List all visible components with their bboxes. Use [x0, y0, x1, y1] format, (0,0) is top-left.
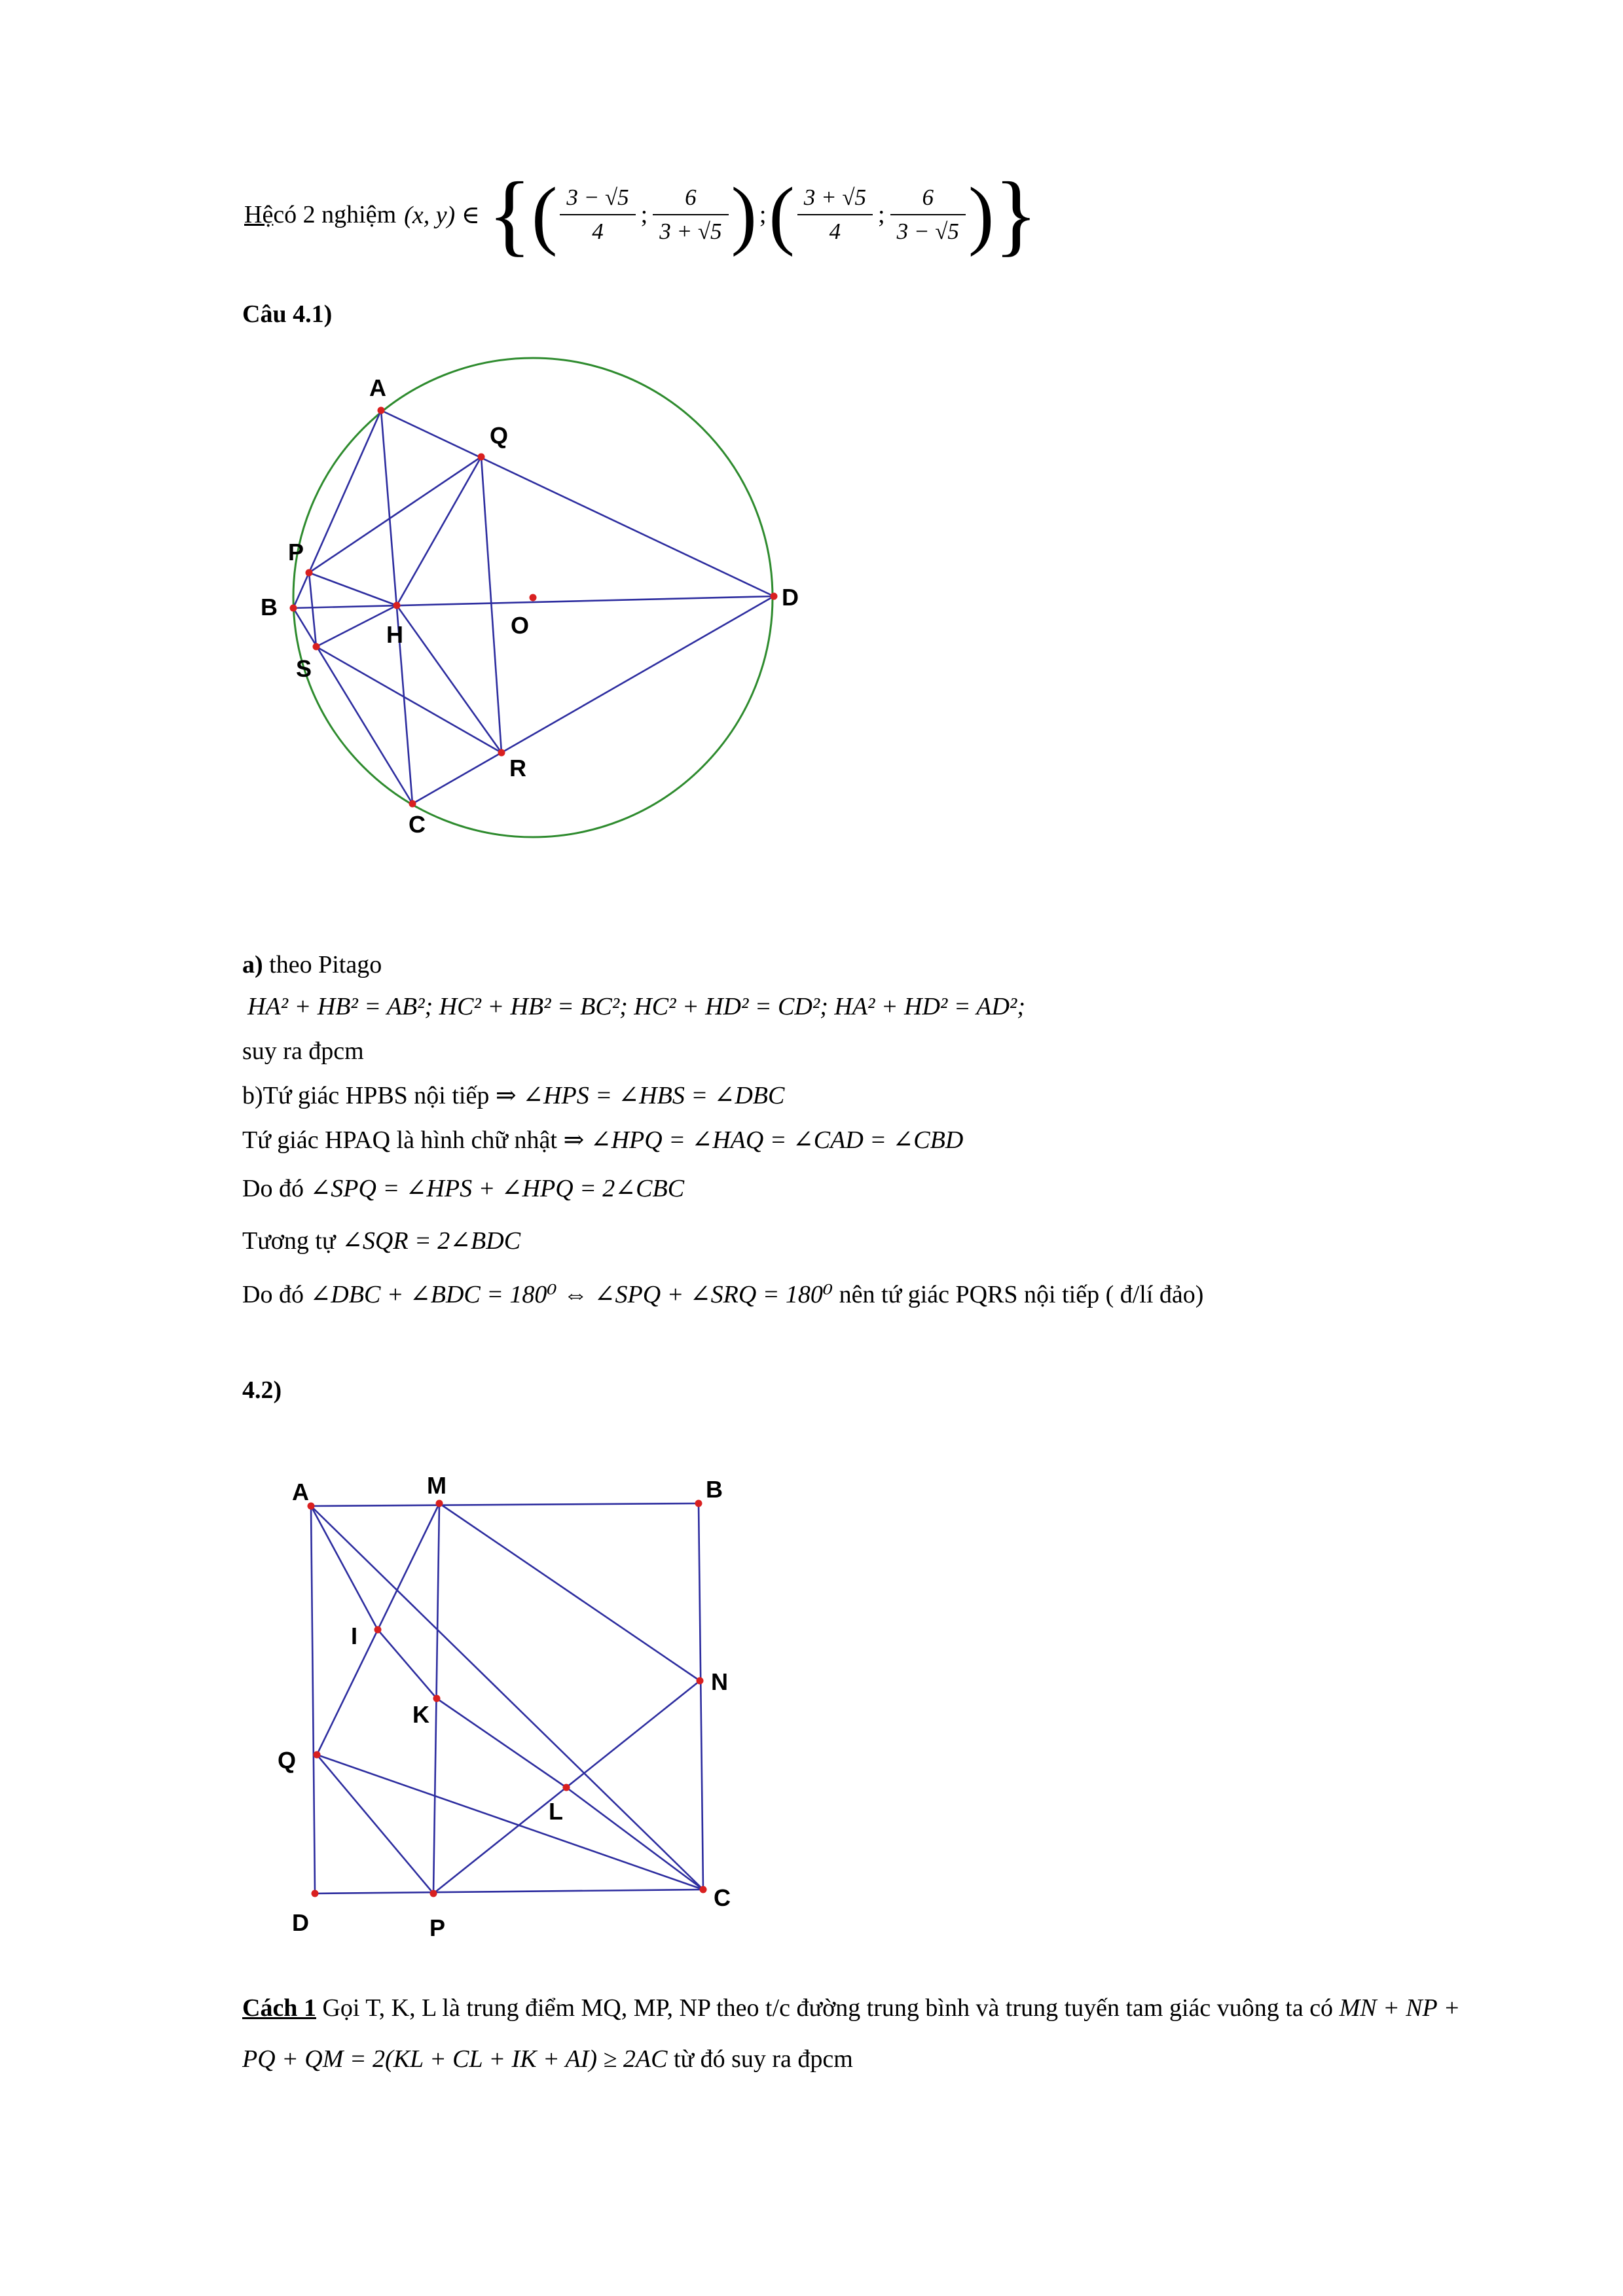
fraction-3: $\frac{3 + √5}{4}$ [797, 183, 873, 246]
diagram1-label-B: B [261, 594, 278, 620]
point-B-dot [290, 605, 297, 612]
diagram1-label-D: D [782, 584, 799, 611]
diagram1-label-S: S [296, 655, 312, 682]
diagram1-label-O: O [511, 612, 530, 639]
diagram2-label-I: I [351, 1623, 358, 1649]
diagram2-label-M: M [427, 1472, 447, 1499]
fraction-4: $\frac{6}{3 - √5}$ [890, 183, 966, 246]
point-O-dot [530, 594, 537, 601]
fraction-1: $\frac{3 - √5}{4}$ [560, 183, 635, 246]
point-K-dot [433, 1695, 441, 1702]
point-L-dot [563, 1784, 570, 1791]
header-coords: (x, y) ∈ [404, 201, 480, 229]
diagram1-lines [293, 410, 774, 804]
circle-diagram [249, 340, 825, 857]
diagram1-label-A: A [369, 374, 386, 401]
solution-line-f: Do đó ∠DBC + ∠BDC = 180⁰ ⇔ ∠SPQ + ∠SRQ = 180⁰ nên tứ giác PQRS nội tiếp ( đ/lí đảo) [242, 1281, 1204, 1308]
diagram1-label-R: R [509, 755, 526, 781]
diagram2-label-B: B [706, 1476, 723, 1503]
point-P-dot [306, 569, 313, 577]
point-Q-dot [478, 454, 485, 461]
point-N-dot [697, 1677, 704, 1685]
point-B2-dot [695, 1500, 702, 1507]
point-C-dot [409, 800, 416, 808]
diagram2-label-Q: Q [278, 1747, 297, 1774]
right-paren-2: ) [968, 171, 994, 257]
left-paren-2: ( [769, 171, 795, 257]
left-paren-1: ( [532, 171, 558, 257]
cach1-label: Cách 1 [242, 1994, 316, 2022]
diagram1-label-Q: Q [490, 422, 509, 449]
point-D2-dot [312, 1890, 319, 1897]
solution-line-suyra: suy ra đpcm [242, 1037, 364, 1065]
square-diagram [275, 1466, 786, 1970]
diagram2-label-P: P [429, 1914, 446, 1941]
diagram2-label-L: L [549, 1798, 563, 1825]
header-equation [244, 164, 1038, 265]
label-a: a) [242, 951, 263, 978]
fraction-2: $\frac{6}{3 + √5}$ [653, 183, 728, 246]
diagram2-label-K: K [412, 1701, 429, 1728]
diagram2-label-C: C [714, 1884, 731, 1911]
point-D-dot [771, 593, 778, 600]
header-text: có 2 nghiệm [273, 201, 397, 228]
point-I-dot [374, 1626, 382, 1634]
diagram2-lines [311, 1503, 703, 1893]
solution-line-a: a) theo Pitago [242, 951, 382, 978]
point-C2-dot [700, 1886, 707, 1893]
diagram2-label-D: D [292, 1909, 309, 1936]
right-brace: } [994, 164, 1038, 265]
section-title-4-1: Câu 4.1) [242, 300, 333, 328]
diagram2-label-N: N [711, 1668, 728, 1695]
right-paren-1: ) [731, 171, 757, 257]
point-A-dot [378, 407, 385, 414]
pythagoras-equation: HA² + HB² = AB²; HC² + HB² = BC²; HC² + HD² = CD²; HA² + HD² = AD²; [247, 993, 1025, 1020]
diagram2-labels [278, 1472, 731, 1941]
footer-paragraph: Cách 1 Gọi T, K, L là trung điểm MQ, MP, NP theo t/c đường trung bình và trung tuyến tam giác vuông ta có MN + NP + PQ + QM = 2(KL + CL + IK + AI) ≥ 2AC từ đó suy ra đpcm [242, 1994, 1461, 2073]
solution-line-e: Tương tự ∠SQR = 2∠BDC [242, 1227, 521, 1255]
solution-line-b: b)Tứ giác HPBS nội tiếp ⇒ ∠HPS = ∠HBS = ∠DBC [242, 1082, 785, 1109]
point-H-dot [393, 602, 401, 609]
diagram1-label-H: H [386, 621, 403, 648]
point-P2-dot [430, 1890, 437, 1897]
solution-line-c: Tứ giác HPAQ là hình chữ nhật ⇒ ∠HPQ = ∠HAQ = ∠CAD = ∠CBD [242, 1126, 964, 1154]
header-word: Hệ [244, 201, 274, 228]
separator-2: ; [878, 201, 885, 228]
solution-line-d: Do đó ∠SPQ = ∠HPS + ∠HPQ = 2∠CBC [242, 1175, 685, 1202]
section-title-4-2: 4.2) [242, 1376, 282, 1404]
diagram2-label-A: A [292, 1479, 309, 1505]
diagram1-label-C: C [409, 811, 426, 838]
separator-1: ; [640, 201, 648, 228]
diagram1-label-P: P [288, 539, 304, 565]
point-M-dot [436, 1500, 443, 1507]
point-S-dot [313, 643, 320, 651]
point-Q2-dot [314, 1751, 321, 1759]
left-brace: { [487, 164, 532, 265]
point-R-dot [498, 749, 505, 757]
separator-mid: ; [759, 201, 767, 228]
